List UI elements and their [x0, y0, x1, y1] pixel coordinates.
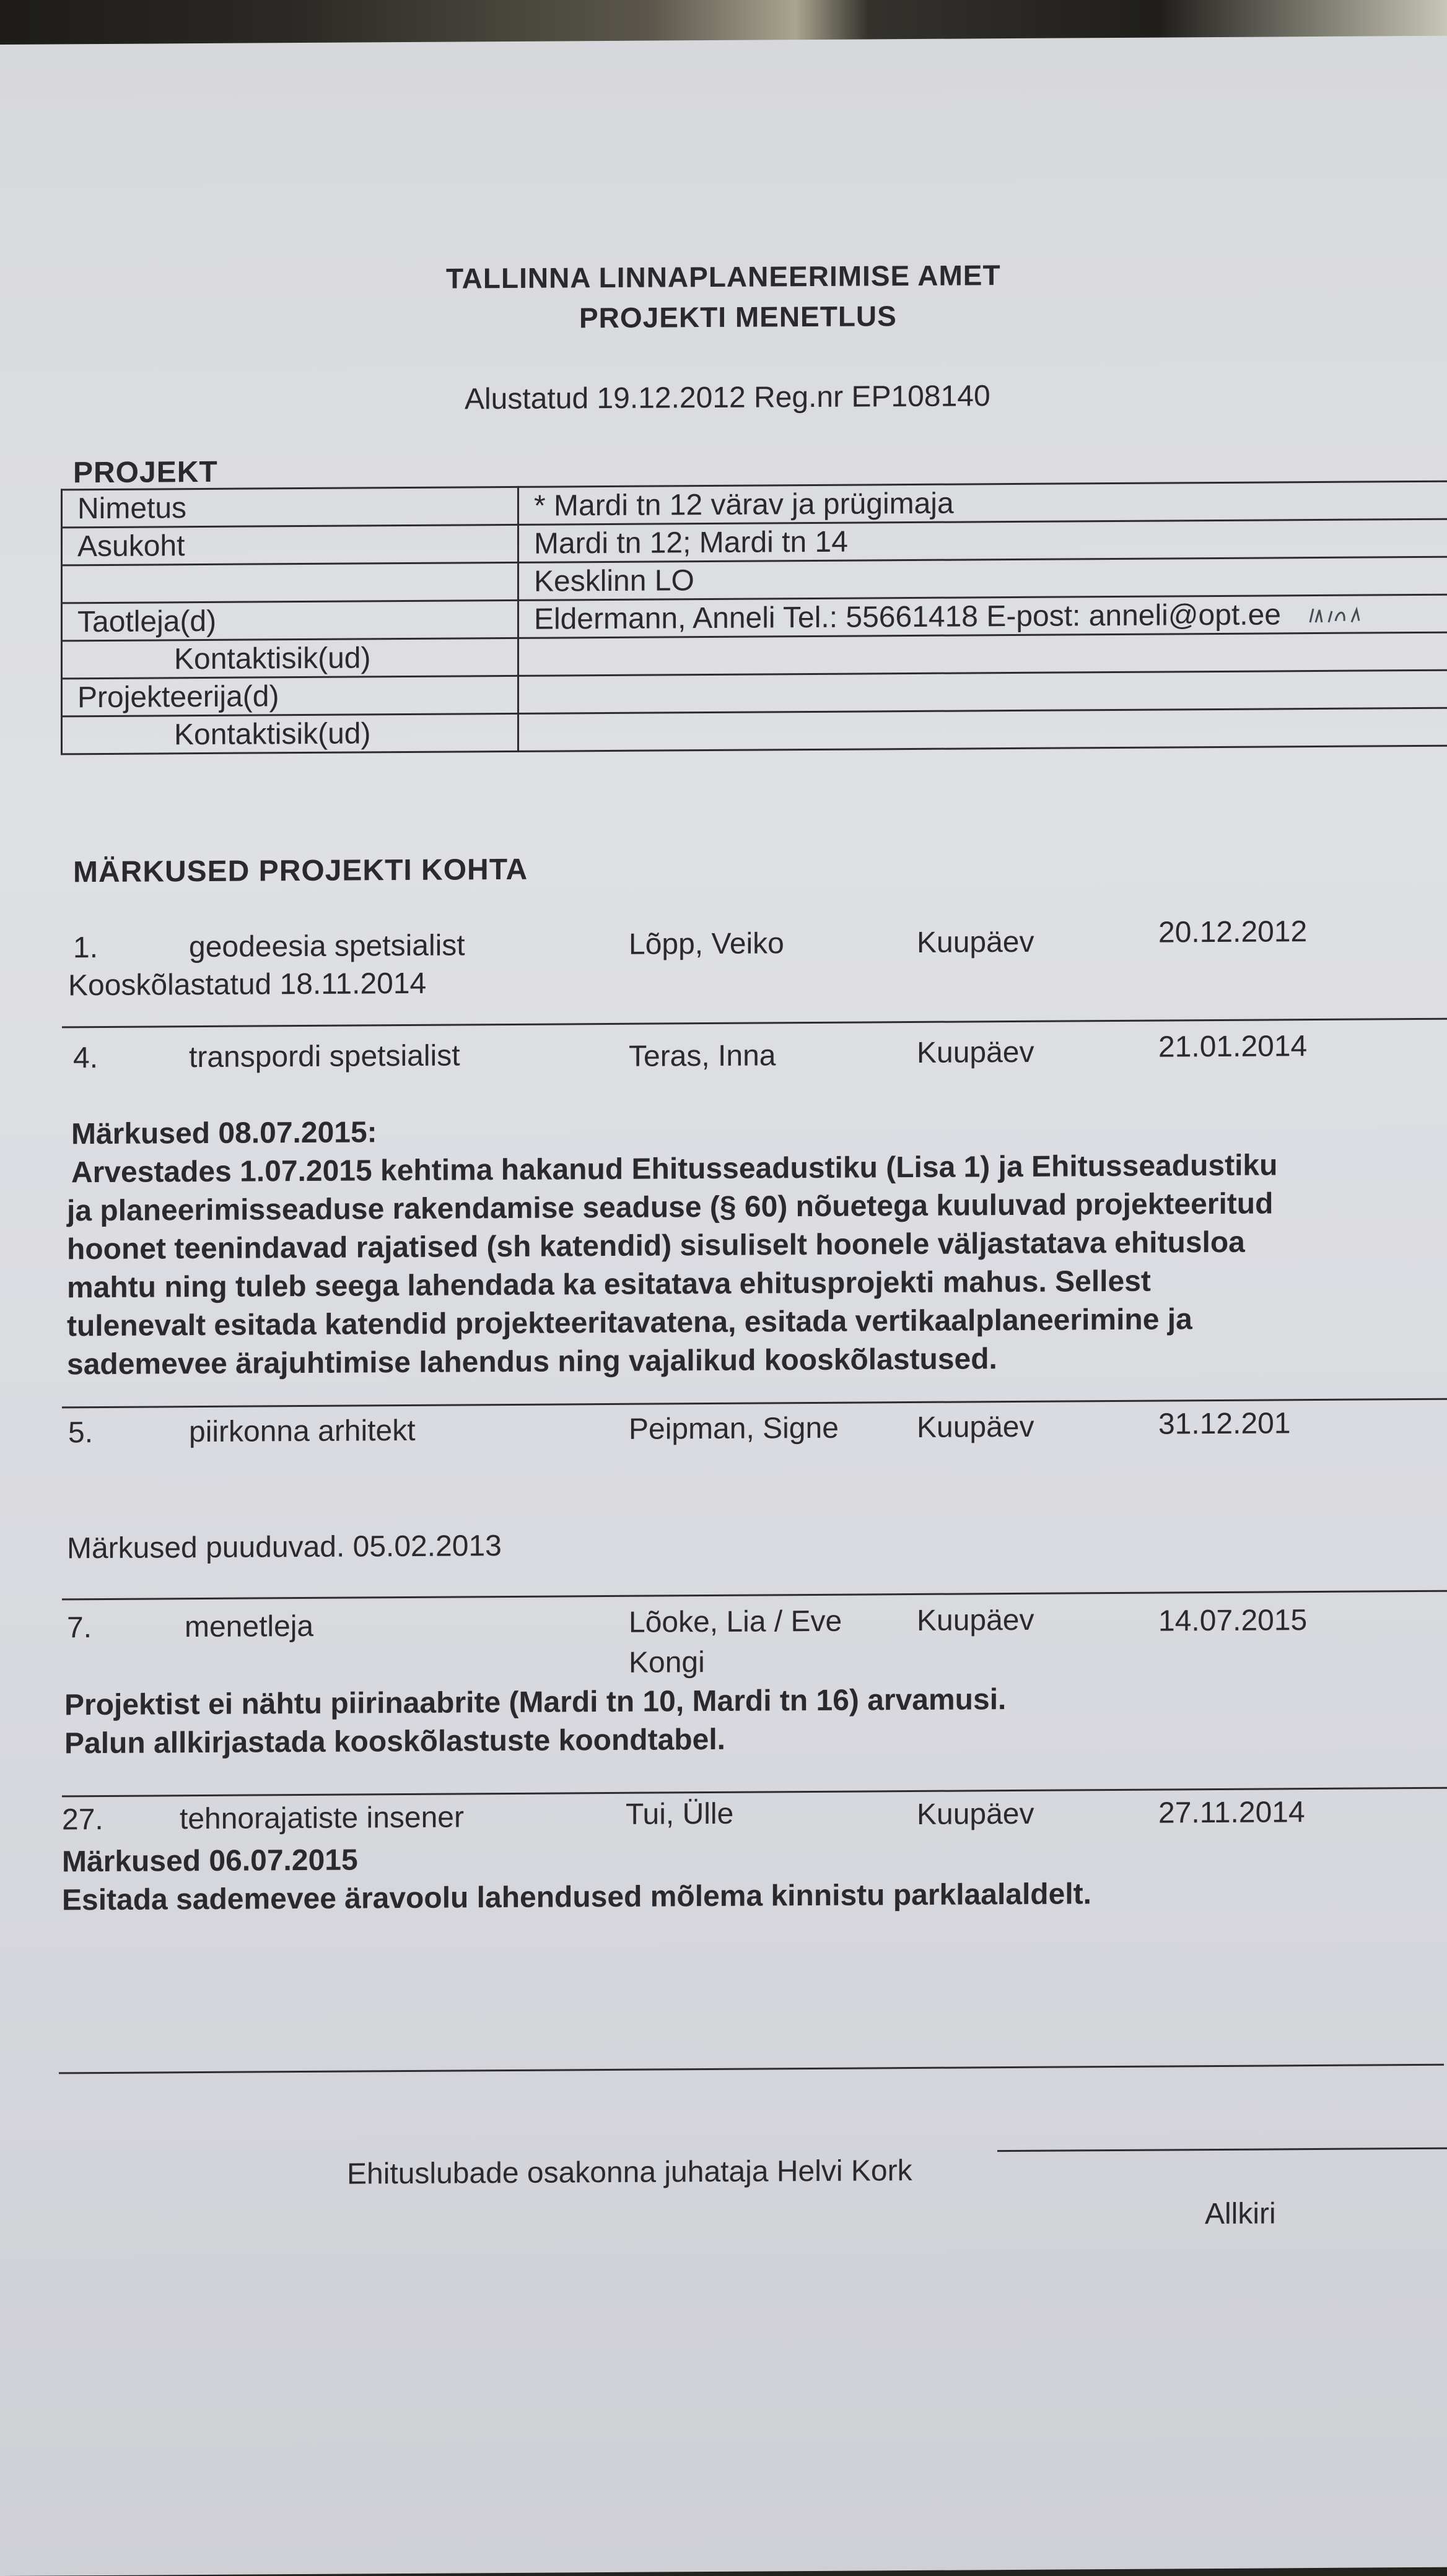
table-value [518, 708, 1447, 751]
divider [62, 1590, 1447, 1601]
entry-date-label: Kuupäev [917, 1603, 1034, 1637]
handwritten-mark [1307, 603, 1381, 629]
entry-note: Kooskõlastatud 18.11.2014 [68, 967, 427, 1003]
entry-date-label: Kuupäev [917, 1410, 1034, 1444]
signature-line [997, 2147, 1447, 2152]
entry-date: 21.01.2014 [1158, 1030, 1308, 1064]
entry-note-line: Märkused 06.07.2015 [62, 1843, 358, 1879]
entry-role: tehnorajatiste insener [180, 1801, 464, 1836]
entry-date-label: Kuupäev [917, 1035, 1034, 1069]
table-label [62, 562, 518, 603]
table-value: Kesklinn LO [518, 557, 1447, 600]
remarks-title: MÄRKUSED PROJEKTI KOHTA [73, 853, 528, 889]
entry-number: 5. [68, 1416, 94, 1450]
signature-label: Ehituslubade osakonna juhataja Helvi Kork [347, 2154, 912, 2191]
table-value [518, 632, 1447, 676]
entry-note-line: mahtu ning tuleb seega lahendada ka esitatava ehitusprojekti mahus. Sellest [67, 1264, 1151, 1305]
start-info: Alustatud 19.12.2012 Reg.nr EP108140 [465, 380, 990, 416]
table-label: Kontaktisik(ud) [62, 638, 518, 679]
entry-date: 31.12.201 [1158, 1407, 1291, 1441]
entry-person: Peipman, Signe [629, 1411, 839, 1446]
entry-date: 27.11.2014 [1158, 1796, 1305, 1830]
table-label: Projekteerija(d) [62, 676, 518, 716]
table-label: Kontaktisik(ud) [62, 713, 518, 754]
entry-role: geodeesia spetsialist [189, 929, 465, 964]
entry-note-line: Esitada sademevee äravoolu lahendused mõlema kinnistu parklaalaldelt. [62, 1878, 1091, 1917]
table-label: Asukoht [62, 524, 518, 565]
entry-note-line: tulenevalt esitada katendid projekteeritavatena, esitada vertikaalplaneerimine ja [67, 1303, 1192, 1343]
table-label: Nimetus [62, 487, 518, 528]
entry-date-label: Kuupäev [917, 1797, 1034, 1831]
entry-note-line: Projektist ei nähtu piirinaabrite (Mardi tn 10, Mardi tn 16) arvamusi. [64, 1683, 1007, 1722]
entry-date: 20.12.2012 [1158, 915, 1308, 949]
project-table [61, 481, 1447, 755]
entry-person: Teras, Inna [629, 1039, 776, 1073]
project-section-title: PROJEKT [73, 455, 218, 490]
entry-number: 4. [73, 1042, 98, 1075]
table-value: * Mardi tn 12 värav ja prügimaja [518, 481, 1447, 524]
entry-note-line: ja planeerimisseaduse rakendamise seaduse (§ 60) nõuetega kuuluvad projekteeritud [67, 1187, 1274, 1228]
entry-note-line: Arvestades 1.07.2015 kehtima hakanud Ehitusseadustiku (Lisa 1) ja Ehitusseadustiku [71, 1149, 1278, 1190]
org-title: TALLINNA LINNAPLANEERIMISE AMET [446, 259, 1001, 295]
entry-role: menetleja [185, 1609, 314, 1644]
entry-number: 27. [62, 1803, 103, 1837]
procedure-title: PROJEKTI MENETLUS [579, 300, 897, 334]
entry-person: Lõoke, Lia / Eve [629, 1604, 842, 1639]
entry-note-line: sademevee ärajuhtimise lahendus ning vajalikud kooskõlastused. [67, 1342, 997, 1382]
entry-date-label: Kuupäev [917, 925, 1034, 959]
signature-caption: Allkiri [1205, 2197, 1276, 2231]
entry-note-line: Palun allkirjastada kooskõlastuste koondtabel. [64, 1723, 725, 1760]
entry-person-cont: Kongi [629, 1646, 705, 1679]
table-value: Eldermann, Anneli Tel.: 55661418 E-post: anneli@opt.ee [518, 594, 1447, 638]
table-row [62, 708, 1447, 754]
entry-person: Lõpp, Veiko [629, 927, 784, 961]
entry-note-line: Märkused 08.07.2015: [71, 1116, 377, 1151]
divider [62, 1018, 1447, 1029]
table-label: Taotleja(d) [62, 600, 518, 641]
entry-date: 14.07.2015 [1158, 1604, 1308, 1638]
entry-person: Tui, Ülle [626, 1797, 734, 1831]
table-value: Mardi tn 12; Mardi tn 14 [518, 519, 1447, 562]
entry-note-line: hoonet teenindavad rajatised (sh katendid) sisuliselt hoonele väljastatava ehitusloa [67, 1225, 1245, 1266]
entry-role: transpordi spetsialist [189, 1039, 460, 1074]
entry-number: 1. [73, 931, 98, 965]
table-value [518, 670, 1447, 713]
entry-number: 7. [67, 1611, 92, 1645]
divider [59, 2064, 1444, 2074]
entry-note: Märkused puuduvad. 05.02.2013 [67, 1530, 502, 1565]
entry-role: piirkonna arhitekt [189, 1414, 416, 1449]
document-page [0, 36, 1447, 2576]
